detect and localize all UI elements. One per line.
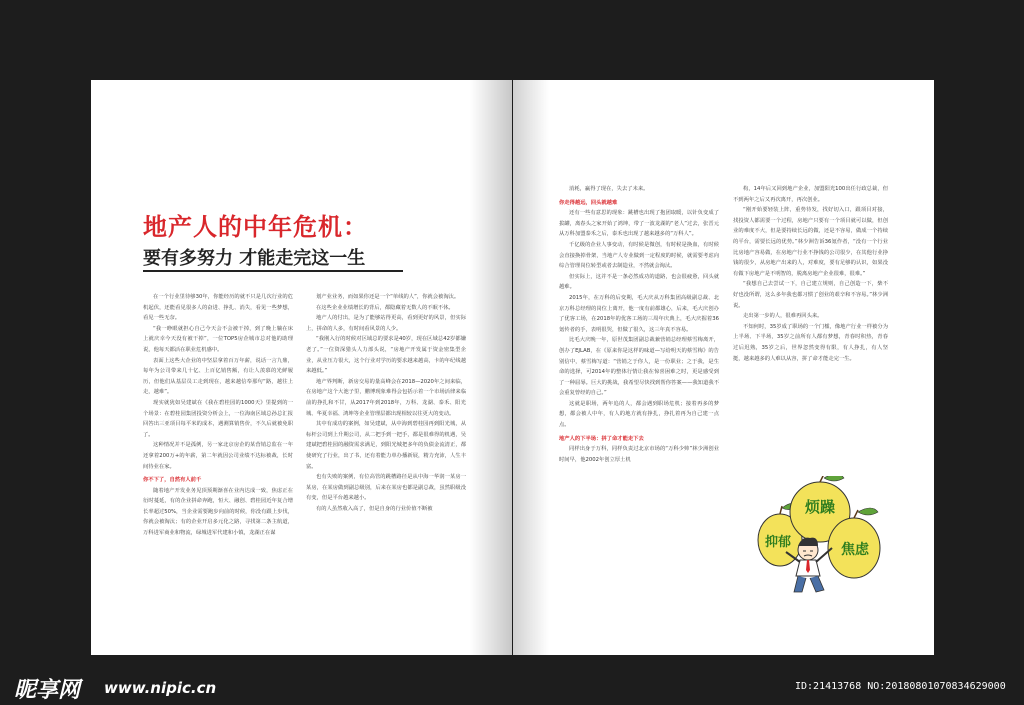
body-paragraph: “我想自己去尝试一下，自己建立规则，自己创造一下，柴不好也没所谓，这么多年我也都习惯了创业的艰辛和不容易。”林少洲说。 [733,281,888,309]
body-paragraph: 但实际上，这并不是一条必然成功的道路，也会很疲惫，回头就越难。 [559,273,719,291]
body-paragraph: 现实就犹如吴建斌在《我在碧桂园的1000天》里提到的一个场景：在碧桂园集团投资分析会上，一位海南区域总孙总汇报回答出三亚项目每平米的成本，遇测算销售价，不久后就被免职了。 [143,399,293,438]
body-paragraph: 地产人的付出，是为了能够站得更高，看到更好的风景，但实际上，拼命的人多，有时间看风景的人少。 [306,315,466,332]
body-paragraph: 在这些企业业绩增长的背后，都隐藏着无数人的不眠不休。 [316,304,454,311]
body-paragraph: 表面上这些大企业的中坚层拿着百万年薪，说话一言九鼎，每年为公司带来几十亿、上百亿销售额，有让人羡慕的光鲜履历，但他们从基层员工走到现在，越来越信奉那句“路，越往上走，越难”。 [143,357,293,396]
section-heading: 你不下了，自然有人前千 [143,477,202,484]
body-paragraph: 这种情况并不是孤例，另一家北京房企的某营销总监在一年还拿着200万+的年薪，第二年就因公司业绩不达标被裁，长时间待业在家。 [143,442,293,470]
gutter-shadow-right [513,80,549,655]
left-column-2 [306,292,466,592]
watermark-url: www.nipic.cn [104,679,217,697]
body-paragraph: 比毛大庆晚一年，原世茂集团副总裁兼营销总经理蔡雪梅离开，创办了EJLAB，在《原来你是这样的味道—写给明天的蔡雪梅》的告别信中，蔡雪梅写道：“营销之于你人，是一份职业；之于我，是生命的选择，可2014年的整体行情让我在惊喜困难之时，更是感受到了一种屈辱。巨大的挑战，我希望尽快找到帮你答案——我知道我不会重复曾经的自己。” [559,337,719,397]
body-paragraph: 构，14年后又回到地产企业，加盟阳光100出任行政总裁，但不到两年之后又再次离开，再次创业。 [733,186,888,203]
article-title: 地产人的中年危机： [143,213,368,241]
body-paragraph: “刚开始要轻装上阵，重势待发，找好切入口，跟项目对接，找投资人都需要一个过程，房地产只要有一个项目就可以做，但创业的难度不大，但是要持续长远的做，还是不容易，做成一个持续的平台，需要长远的优势。”林少洲告诉36氪作者，“没有一个行业比房地产容易做，在房地产行业不挣钱的公司很少，在其他行业挣钱的很少，从房地产出来的人，对难度，要有足够的认识，如果没有做下房地产是不明智的，脱离房地产企业很难，很难。” [733,207,888,277]
label-depressed: 抑郁 [764,535,792,550]
body-paragraph: 同样出身于万科，同样负责过北京市场的“万科少帅”林少洲创业时间早，他2002年创立厚土机 [559,446,719,463]
right-column-1 [559,184,719,614]
label-anxious: 焦虑 [841,542,869,558]
body-paragraph: 在一个行业里待够30年，你能经历的就不只是几次行业的危机起伏，还能看见很多人的奋进、挣扎、消失，看见一些梦想，看见一些无奈。 [143,294,293,322]
body-paragraph: “我一睁眼就担心自己今天会不会被干掉，到了晚上躺在床上就庆幸今天没有被干掉”，一位TOP5房企城市总对他的助理说，他每天都活在职业危机感中。 [143,325,293,353]
title-underline [143,270,403,272]
left-column-1 [143,292,293,592]
stressed-man-illustration [742,476,892,594]
gutter-shadow-left [470,80,512,655]
body-paragraph: 2015年，在万科的后变期，毛大庆从万科集团高级副总裁、北京万科总经理的岗位上离开，他一度有前都雄心，后来，毛大庆创办了优客工场，在2018年的优客工场的三周年庆典上，毛大庆握着36氪传者的手，表明很哭，但做了很久，这三年真不容易。 [559,294,719,333]
body-paragraph: 随着地产开发业务见顶预期渐喜在业内达成一致，焦虑正在衍时蔓延，有的企业拼命奔跑，恒大、融创、碧桂园近年复合增长率超过50%，当企业需要跑步向前的时候，你没有跟上步伐，你就会被淘汰；有的企业开启多元化之路，寻找第二条主航道，万科进军商业和物流，绿城进军代建和小镇，龙湖正在谋 [143,487,293,537]
watermark-brand: 昵享网 [14,678,81,703]
section-heading: 你走得越远，回头就越难 [559,199,618,206]
article-subtitle: 要有多努力 才能走完这一生 [143,248,366,269]
body-paragraph: 不知何时，35岁成了职场的一个门槛，像地产行业一样被分为上半场、下半场，35岁之前所有人都有梦想，青春时积热，青春过后迟熟，35岁之后，世界忽然变得有限，有人挣扎，有人坚挺，越来越多的人难以从容，拼了命才能走完一生。 [733,323,888,362]
body-paragraph: 走出第一步的人，很难再回头来。 [743,313,823,320]
right-column-2 [733,184,888,474]
watermark-id: ID:21413768 NO:20180801070834629000 [795,681,1006,692]
body-paragraph: 还有一些有意思的现象：跳槽也出现了抱团取暖，以针负变成了拔罐，离春头之家开始了鸿坤，带了一波龙湖的“老人”过去，张晋元从万科加盟泰禾之后，泰禾也出现了越来越多的“万科人”。 [559,210,719,238]
body-paragraph: 也有失败的案例，有位高管的跳槽路径是从中海一华润一某房一某房，在某房做到副总级别，后来在某房也都是副总裁，虽然职级没有变，但是平台越来越小。 [306,474,466,502]
label-irritable: 烦躁 [804,498,836,516]
body-paragraph: 地产界判断，新房交易的量高峰会在2018—2020年之间来临，在房地产这个大池子里，鹏博现象难得会包括示着一个市场活律来临前的挣扎和不甘，从2017年到2018年，万科、龙湖、泰禾、阳光城、华夏幸福、鸿坤等企业管理层都出现相较以往更大的变动。 [306,378,466,417]
body-paragraph: “我刚入行的时候对区域总的要求是40岁，现在区域总42岁都嫌老了。”一位资深猎头人力部头说，“房地产开发属于资金密集型企业，从业压力很大，这个行业对学历的要求越来越高，卡的年纪线越来越低。” [306,336,466,375]
body-paragraph: 千亿级的企业人事变动，有时候是微创，有时候是换血，有时候会直接换掉骨架，当地产人专业做到一定程度的时候，就需要考虑向综合管理岗位转型或者去制造业，不然就会淘汰。 [559,241,719,270]
body-paragraph: 有的人虽然收入高了，但是自身的行业价值不断被 [316,505,433,512]
body-paragraph: 这就是职场，两年追的人，都会遇到职场危机；接着再多的梦想，都会被人中年，有人的地方就有挣扎，挣扎着再为自己建一点点。 [559,400,719,429]
body-paragraph: 消耗，赢得了现在，失去了未来。 [569,186,649,192]
body-paragraph: 其中有成功的案例，如吴建斌，从中海到碧桂园再到阳光城，从标杆公司到上升期公司，从二把手到一把手，都是很难得的机遇，吴建斌把碧桂园的融资需求满足，到阳光城把多年的负债金流清正，都使研究了行业，出了书，还有着能力单办播新展，精力充沛，人生丰富。 [306,421,466,470]
section-heading: 地产人的下半场：拼了命才能走下去 [559,435,644,442]
body-paragraph: 划产业业务，而如果你还是一个“单线的人”，你就会被淘汰。 [316,294,460,300]
